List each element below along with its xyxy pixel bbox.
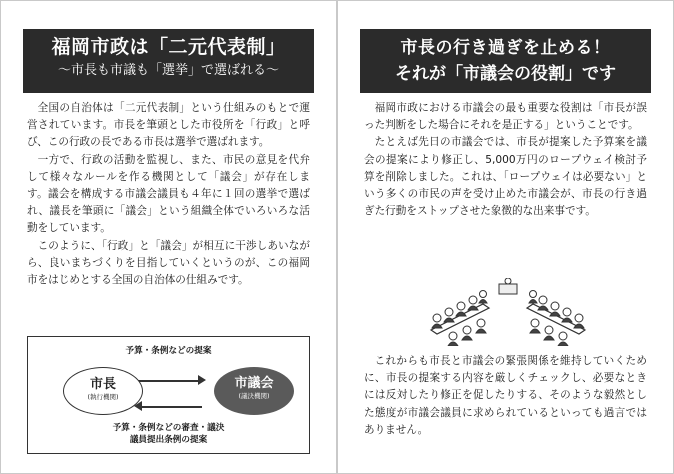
mayor-node (63, 367, 143, 415)
right-title: 市長の行き過ぎを止める！ (400, 38, 611, 58)
left-paragraph: 一方で、行政の活動を監視し、また、市民の意見を代弁して様々なルールを作る機関として「議会」が存在します。議会を構成する市議会議員も４年に１回の選挙で選ばれ、議長を筆頭に「議会」という組織全体でいろいろな活動をしています。 (27, 153, 310, 235)
council-node-name: 市議会 (234, 376, 274, 391)
proposal-label: 予算・条例などの提案 (125, 346, 212, 356)
left-paragraph: このように、「行政」と「議会」が相互に干渉しあいながら、良いまちづくりを目指していくというのが、この福岡市をはじめとする全国の自治体の仕組みです。 (27, 239, 310, 287)
right-paragraph: これからも市長と市議会の緊張関係を維持していくために、市長の提案する内容を厳しくチェックし、必要なときには反対したり修正を促したりする、そのような毅然とした態度が市議会議員に求められているといっても過言ではありません。 (364, 355, 647, 436)
council-node-sub: (議決機関) (238, 392, 270, 400)
right-paragraph: 福岡市政における市議会の最も重要な役割は「市長が誤った判断をした場合にそれを是正する」ということです。 (364, 102, 647, 132)
member-bill-label: 議員提出条例の提案 (129, 435, 208, 445)
council-meeting-illustration-icon (423, 278, 593, 346)
mayor-node-sub: (執行機関) (87, 393, 119, 401)
right-body-text-bottom (364, 353, 647, 439)
mayor-node-name: 市長 (89, 377, 116, 392)
left-subtitle: 〜市長も市議も「選挙」で選ばれる〜 (57, 63, 279, 78)
right-subtitle: それが「市議会の役割」です (395, 64, 616, 84)
right-paragraph: たとえば先日の市議会では、市長が提案した予算案を議会の提案により修正し、5,000万円のロープウェイ検討予算を削除しました。これは、「ロープウェイは必要ない」という多くの市民の声を受け止めた市議会が、市長の行き過ぎた行動をストップさせた象徴的な出来事です。 (364, 136, 647, 218)
left-title-banner (23, 29, 314, 93)
right-arrow-line (138, 380, 200, 382)
right-title-banner (360, 29, 651, 93)
council-node (214, 367, 294, 415)
left-paragraph: 全国の自治体は「二元代表制」という仕組みのもとで運営されています。市長を筆頭とした市役所を「行政」と呼び、この行政の長である市長は選挙で選ばれます。 (27, 102, 310, 149)
right-body-text-top (364, 100, 647, 220)
left-arrow-line (140, 406, 202, 408)
dual-representation-diagram (27, 336, 310, 454)
left-title: 福岡市政は「二元代表制」 (51, 36, 286, 58)
left-body-text (27, 100, 310, 289)
review-label: 予算・条例などの審査・議決 (112, 423, 225, 433)
right-arrow-icon (198, 375, 206, 385)
right-page (337, 0, 674, 474)
